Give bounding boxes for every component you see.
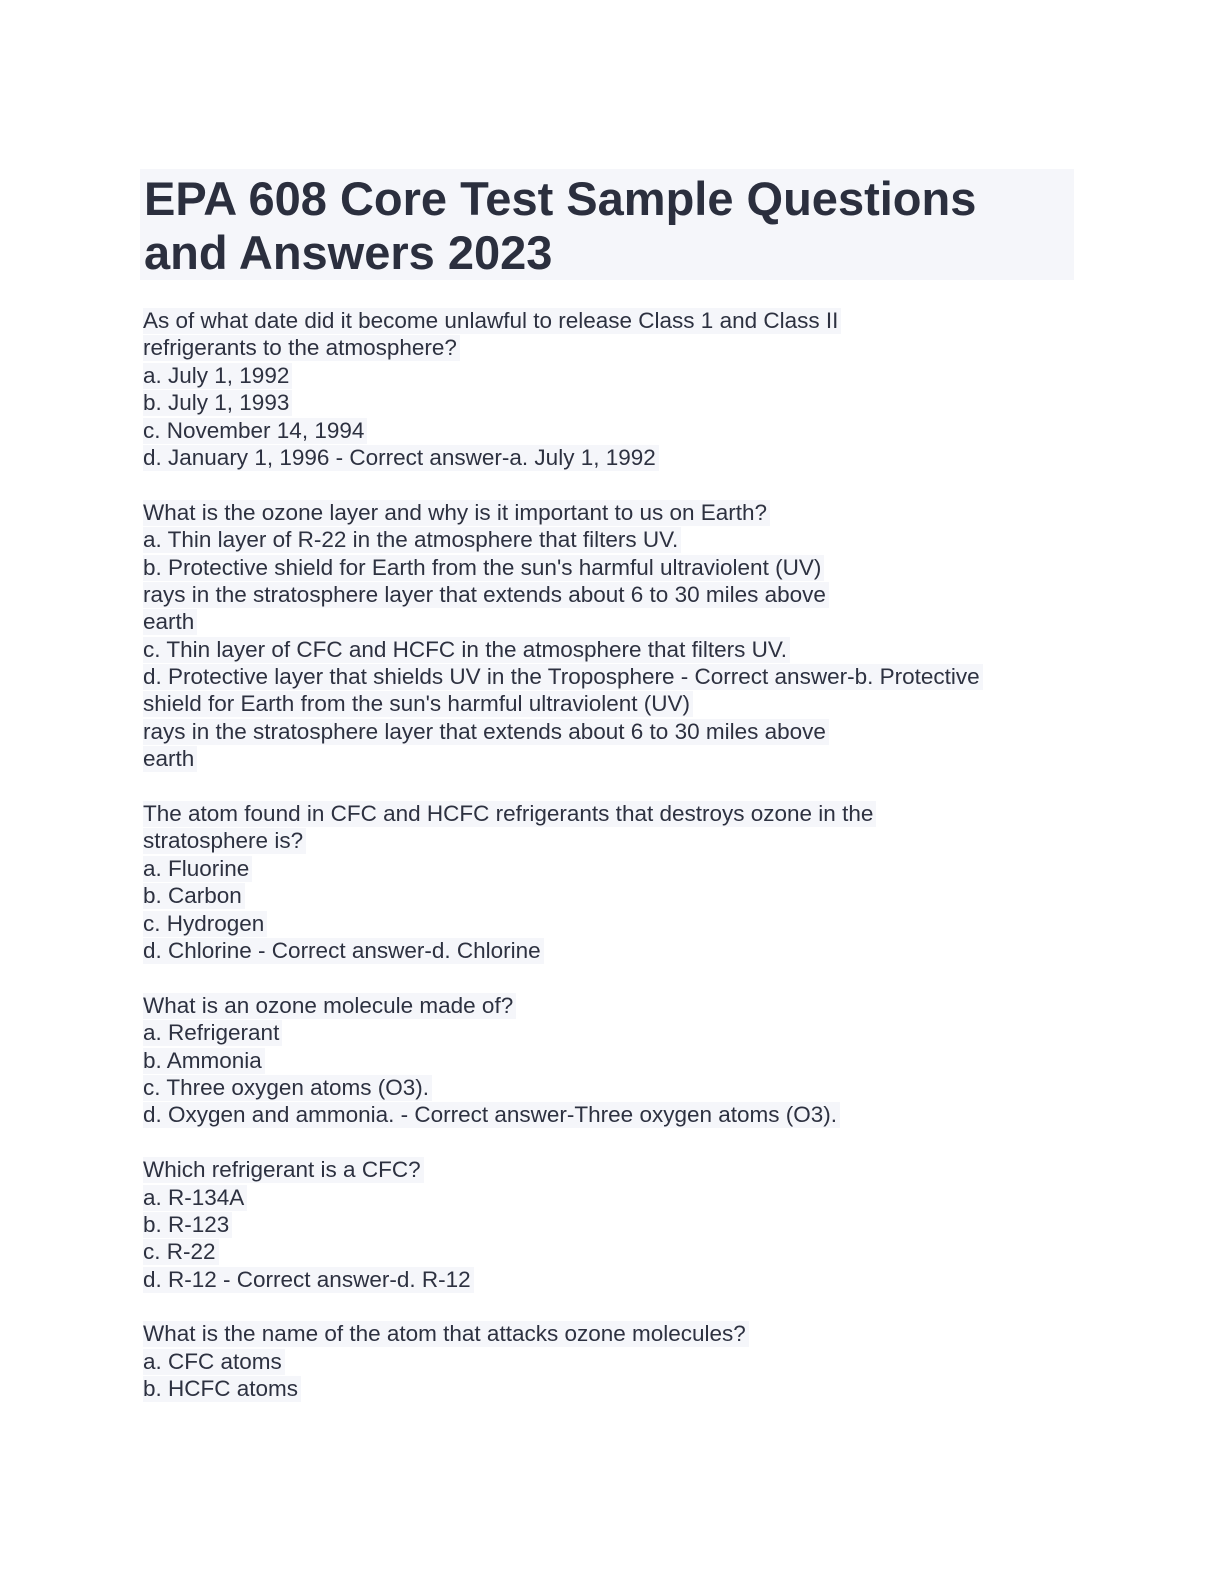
question-text: What is an ozone molecule made of? <box>143 993 516 1019</box>
option-text: c. Hydrogen <box>143 911 267 937</box>
option-line <box>143 1211 1083 1238</box>
option-line <box>143 608 1083 635</box>
answer-line <box>143 718 1083 745</box>
question-text: The atom found in CFC and HCFC refrigerants that destroys ozone in the <box>143 801 876 827</box>
option-text: b. Protective shield for Earth from the sun's harmful ultraviolent (UV) <box>143 555 824 581</box>
answer-line <box>143 937 1083 964</box>
option-text: c. November 14, 1994 <box>143 418 367 444</box>
answer-line <box>143 444 1083 471</box>
document-title <box>140 169 1074 280</box>
title-line: EPA 608 Core Test Sample Questions <box>144 172 977 225</box>
option-text: c. R-22 <box>143 1239 219 1265</box>
option-text: a. Thin layer of R-22 in the atmosphere that filters UV. <box>143 527 681 553</box>
answer-text: earth <box>143 746 197 772</box>
answer-line <box>143 663 1083 690</box>
option-line <box>143 636 1083 663</box>
option-text: b. Carbon <box>143 883 245 909</box>
title-line: and Answers 2023 <box>144 226 553 279</box>
answer-line <box>143 690 1083 717</box>
question-block <box>143 992 1083 1129</box>
option-line <box>143 1047 1083 1074</box>
option-text: b. July 1, 1993 <box>143 390 292 416</box>
option-text: a. Refrigerant <box>143 1020 282 1046</box>
option-line <box>143 1019 1083 1046</box>
question-text: refrigerants to the atmosphere? <box>143 335 460 361</box>
option-line <box>143 1238 1083 1265</box>
answer-text: d. Oxygen and ammonia. - Correct answer-Three oxygen atoms (O3). <box>143 1102 840 1128</box>
answer-text: d. January 1, 1996 - Correct answer-a. July 1, 1992 <box>143 445 659 471</box>
option-line <box>143 417 1083 444</box>
question-text: Which refrigerant is a CFC? <box>143 1157 424 1183</box>
question-line <box>143 1156 1083 1183</box>
option-text: a. July 1, 1992 <box>143 363 292 389</box>
answer-text: shield for Earth from the sun's harmful ultraviolent (UV) <box>143 691 693 717</box>
option-line <box>143 526 1083 553</box>
option-line <box>143 855 1083 882</box>
option-line <box>143 1375 1083 1402</box>
question-block <box>143 1156 1083 1293</box>
option-line <box>143 882 1083 909</box>
question-block <box>143 800 1083 964</box>
option-line <box>143 554 1083 581</box>
question-block <box>143 307 1083 471</box>
answer-text: d. R-12 - Correct answer-d. R-12 <box>143 1267 474 1293</box>
question-block <box>143 499 1083 773</box>
question-text: As of what date did it become unlawful to release Class 1 and Class II <box>143 308 841 334</box>
question-line <box>143 992 1083 1019</box>
question-line <box>143 334 1083 361</box>
option-line <box>143 1184 1083 1211</box>
question-line <box>143 800 1083 827</box>
answer-text: rays in the stratosphere layer that extends about 6 to 30 miles above <box>143 719 829 745</box>
option-text: a. Fluorine <box>143 856 252 882</box>
option-text: c. Thin layer of CFC and HCFC in the atmosphere that filters UV. <box>143 637 790 663</box>
question-list <box>143 307 1083 1430</box>
option-text: c. Three oxygen atoms (O3). <box>143 1075 432 1101</box>
question-text: stratosphere is? <box>143 828 306 854</box>
question-line <box>143 1320 1083 1347</box>
question-line <box>143 499 1083 526</box>
question-line <box>143 307 1083 334</box>
answer-line <box>143 1266 1083 1293</box>
option-text: b. R-123 <box>143 1212 232 1238</box>
option-text: rays in the stratosphere layer that extends about 6 to 30 miles above <box>143 582 829 608</box>
option-line <box>143 581 1083 608</box>
question-line <box>143 827 1083 854</box>
option-line <box>143 910 1083 937</box>
question-text: What is the ozone layer and why is it important to us on Earth? <box>143 500 770 526</box>
option-line <box>143 362 1083 389</box>
option-text: a. R-134A <box>143 1185 247 1211</box>
option-line <box>143 1074 1083 1101</box>
answer-line <box>143 745 1083 772</box>
answer-line <box>143 1101 1083 1128</box>
option-text: earth <box>143 609 197 635</box>
option-line <box>143 389 1083 416</box>
question-text: What is the name of the atom that attacks ozone molecules? <box>143 1321 749 1347</box>
answer-text: d. Chlorine - Correct answer-d. Chlorine <box>143 938 544 964</box>
option-text: a. CFC atoms <box>143 1349 285 1375</box>
question-block <box>143 1320 1083 1402</box>
option-line <box>143 1348 1083 1375</box>
answer-text: d. Protective layer that shields UV in the Troposphere - Correct answer-b. Protective <box>143 664 983 690</box>
option-text: b. Ammonia <box>143 1048 265 1074</box>
option-text: b. HCFC atoms <box>143 1376 301 1402</box>
